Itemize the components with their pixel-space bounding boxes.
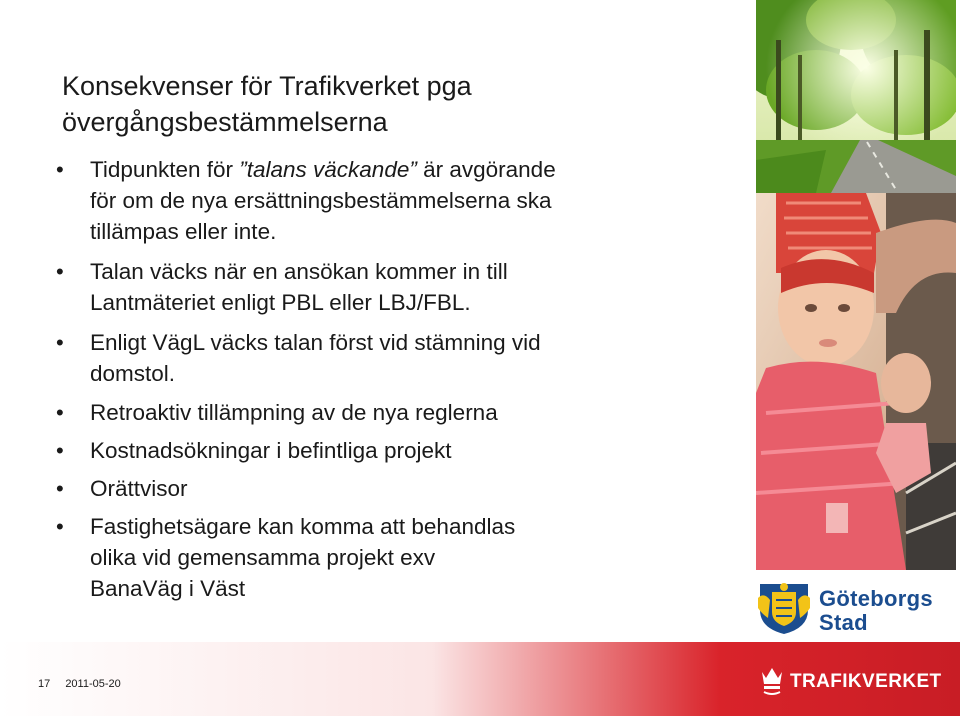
goteborg-coat-of-arms-icon: [756, 578, 812, 636]
goteborgs-wordmark: Göteborgs: [819, 586, 933, 611]
bullet-line: olika vid gemensamma projekt exv: [90, 545, 436, 570]
bullet-marker: •: [56, 438, 64, 463]
goteborgs-stad-logo: [756, 578, 956, 638]
bullet-marker: •: [56, 330, 64, 355]
child-holding-hand-photo: [756, 193, 956, 570]
bullet-text: [90, 256, 676, 318]
bullet-marker: •: [56, 514, 64, 539]
bullet-line: Fastighetsägare kan komma att behandlas: [90, 514, 516, 539]
bullet-text: [90, 154, 676, 247]
bullet-line: Talan väcks när en ansökan kommer in till: [90, 259, 508, 284]
text-segment: är avgörande: [416, 157, 556, 182]
text-segment: Tidpunkten för: [90, 157, 240, 182]
forest-road-photo: [756, 0, 956, 193]
bullet-text: [90, 397, 676, 428]
slide-title: [62, 68, 682, 140]
bullet-line: Lantmäteriet enligt PBL eller LBJ/FBL.: [90, 290, 471, 315]
bullet-line: domstol.: [90, 361, 176, 386]
title-line: övergångsbestämmelserna: [62, 107, 388, 137]
bullet-line: Kostnadsökningar i befintliga projekt: [90, 438, 452, 463]
bullet-marker: •: [56, 400, 64, 425]
bullet-retroaktiv: [56, 397, 676, 428]
bullet-talans-vackande: [56, 154, 676, 247]
bullet-vagl: [56, 327, 676, 389]
bullet-line: Enligt VägL väcks talan först vid stämning vid: [90, 330, 541, 355]
bullet-fastighetsagare: [56, 511, 676, 604]
bullet-line: Orättvisor: [90, 476, 188, 501]
slide-date: 2011-05-20: [65, 678, 121, 690]
bullet-text: [90, 435, 676, 466]
bullet-line: BanaVäg i Väst: [90, 576, 246, 601]
forest-road-image: [756, 0, 956, 193]
bullet-marker: •: [56, 259, 64, 284]
footer-meta: [38, 678, 133, 690]
bullet-line: för om de nya ersättningsbestämmelserna ska: [90, 188, 552, 213]
bullet-marker: •: [56, 476, 64, 501]
title-line: Konsekvenser för Trafikverket pga: [62, 71, 472, 101]
trafikverket-wordmark: TRAFIKVERKET: [790, 671, 942, 692]
trafikverket-logo: [758, 656, 958, 706]
trafikverket-crown-icon: [758, 664, 786, 696]
bullet-talan-vacks: [56, 256, 676, 318]
stad-wordmark: Stad: [819, 610, 868, 635]
bullet-kostnad: [56, 435, 676, 466]
bullet-text: [90, 473, 676, 504]
bullet-line: [90, 154, 676, 185]
bullet-line: tillämpas eller inte.: [90, 219, 277, 244]
emphasized-term: ”talans väckande”: [239, 157, 417, 182]
bullet-text: [90, 511, 676, 604]
bullet-line: Retroaktiv tillämpning av de nya reglerna: [90, 400, 498, 425]
bullet-marker: •: [56, 157, 64, 182]
bullet-orattvisor: [56, 473, 676, 504]
page-number: 17: [38, 678, 51, 690]
bullet-text: [90, 327, 676, 389]
child-image: [756, 193, 956, 570]
